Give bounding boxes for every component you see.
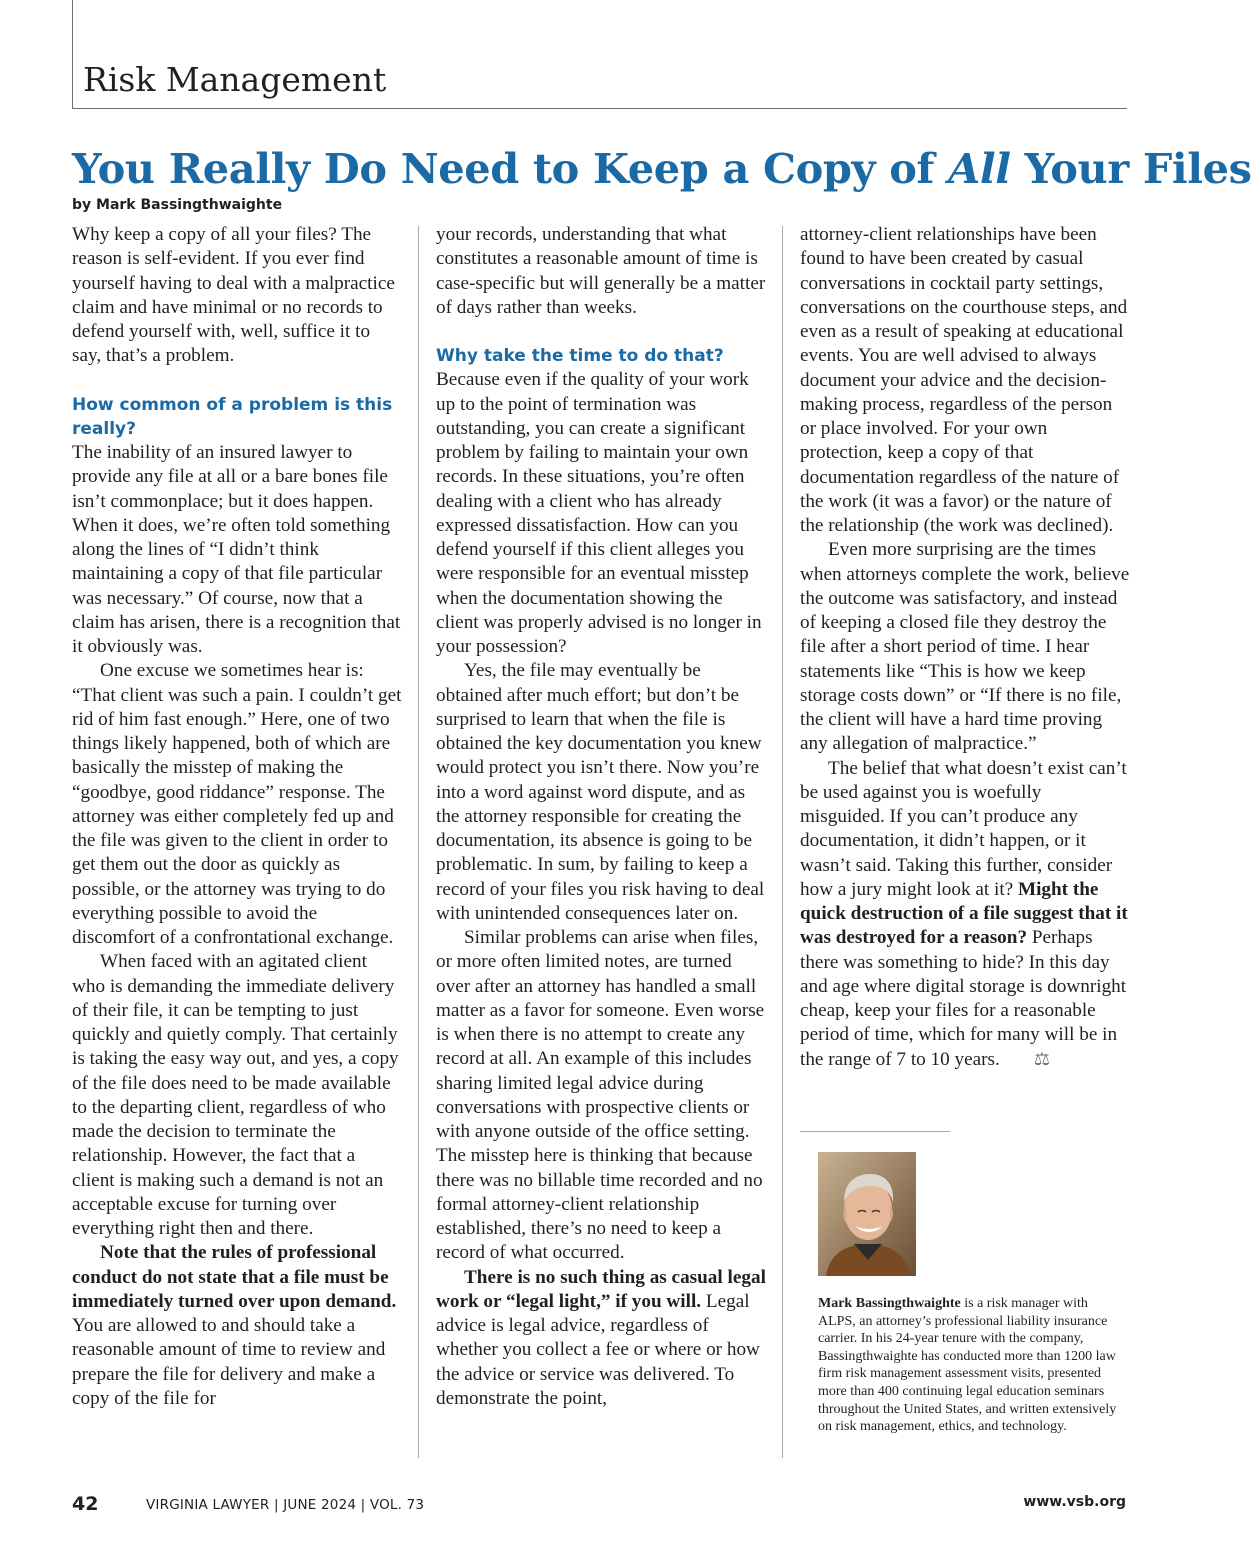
scales-of-justice-icon: ⚖ [1033, 1048, 1050, 1070]
paragraph: Because even if the quality of your work up to the point of termination was outstanding, you can create a significant problem by failing to maintain your own records. In these situations, you’re often dealing with a client who has already expressed dissatisfaction. How can you defend yourself if this client alleges you were responsible for an eventual misstep when the documentation showing the client was properly advised is no longer in your possession? [436, 369, 762, 657]
paragraph [436, 1266, 766, 1412]
article-title [72, 141, 1252, 197]
author-photo-icon [818, 1152, 916, 1276]
author-name: Mark Bassingthwaighte [818, 1296, 961, 1311]
paragraph: Yes, the file may eventually be obtained after much effort; but don’t be surprised to learn that when the file is obtained the key documentation you knew would protect you isn’t there. Now you’re into a word against word dispute, and as the attorney responsible for creating the documentation, its absence is going to be problematic. In sum, by failing to keep a record of your files you risk having to deal with unintended consequences later on. [436, 660, 765, 924]
column-divider [418, 226, 419, 1458]
bio-divider [800, 1131, 950, 1132]
paragraph-text: Perhaps there was something to hide? In this day and age where digital storage is downright cheap, keep your files for a reasonable period of time, which for many will be in the range of 7 to 10 years. [800, 927, 1127, 1070]
publication-info: VIRGINIA LAWYER | JUNE 2024 | VOL. 73 [146, 1497, 425, 1513]
bold-statement: There is no such thing as casual legal work or “legal light,” if you will. [436, 1266, 766, 1312]
subheading: How common of a problem is this really? [72, 394, 393, 439]
paragraph: your records, understanding that what constitutes a reasonable amount of time is case-specific but will generally be a matter of days rather than weeks. [436, 224, 766, 318]
page-number: 42 [72, 1493, 99, 1515]
article-column-1 [72, 223, 402, 1411]
subheading: Why take the time to do that? [436, 346, 724, 366]
author-bio-text: is a risk manager with ALPS, an attorney’s professional liability insurance carrier. In his 24-year tenure with the company, Bassingthwaighte has conducted more than 1200 law firm risk management assessment visits, presented more than 400 continuing legal education seminars throughout the United States, and written extensively on risk management, ethics, and technology. [818, 1296, 1117, 1435]
paragraph [800, 757, 1130, 1072]
paragraph: Even more surprising are the times when attorneys complete the work, believe the outcome was satisfactory, and instead of keeping a closed file they destroy the file after a short period of time. I hear statements like “This is how we keep storage costs down” or “If there is no file, the client will have a hard time proving any allegation of malpractice.” [800, 539, 1130, 755]
author-bio [818, 1295, 1120, 1436]
article-column-2 [436, 223, 766, 1411]
byline: by Mark Bassingthwaighte [72, 197, 283, 213]
bold-statement: Might the quick destruction of a file suggest that it was destroyed for a reason? [800, 878, 1128, 949]
title-prefix: You Really Do Need to Keep a Copy of [72, 144, 949, 193]
article-column-3 [800, 223, 1130, 1072]
paragraph-text: You are allowed to and should take a reasonable amount of time to review and prepare the file for delivery and make a copy of the file for [72, 1315, 386, 1409]
section-header [72, 0, 1127, 109]
paragraph [72, 1241, 402, 1411]
title-suffix: Your Files [1010, 144, 1252, 193]
paragraph: The inability of an insured lawyer to provide any file at all or a bare bones file isn’t commonplace; but it does happen. When it does, we’re often told something along the lines of “I didn’t think maintaining a copy of that file particular was necessary.” Of course, now that a claim has arisen, there is a recognition that it obviously was. [72, 442, 401, 657]
paragraph: Similar problems can arise when files, or more often limited notes, are turned over after an attorney has handled a small matter as a favor for someone. Even worse is when there is no attempt to create any record at all. An example of this includes sharing limited legal advice during conversations with prospective clients or with anyone outside of the office setting. The misstep here is thinking that because there was no billable time recorded and no formal attorney-client relationship established, there’s no need to keep a record of what occurred. [436, 927, 765, 1264]
website-url: www.vsb.org [1023, 1494, 1126, 1510]
title-emphasis: All [948, 144, 1011, 193]
paragraph: One excuse we sometimes hear is: “That client was such a pain. I couldn’t get rid of him fast enough.” Here, one of two things likely happened, both of which are basically the misstep of making the “goodbye, good riddance” response. The attorney was either completely fed up and the file was given to the client in order to get them out the door as quickly as possible, or the attorney was trying to do everything possible to avoid the discomfort of a confrontational exchange. [72, 660, 402, 948]
section-label: Risk Management [83, 60, 387, 99]
paragraph-text: Legal advice is legal advice, regardless of whether you collect a fee or where or how the advice or service was delivered. To demonstrate the point, [436, 1290, 760, 1409]
paragraph: Why keep a copy of all your files? The reason is self-evident. If you ever find yourself having to deal with a malpractice claim and have minimal or no records to defend yourself with, well, suffice it to say, that’s a problem. [72, 224, 395, 367]
paragraph: attorney-client relationships have been found to have been created by casual conversations in cocktail party settings, conversations on the courthouse steps, and even as a result of speaking at educational events. You are well advised to always document your advice and the decision-making process, regardless of the person or place involved. For your own protection, keep a copy of that documentation regardless of the nature of the work (it was a favor) or the nature of the relationship (the work was declined). [800, 224, 1128, 536]
paragraph-text: The belief that what doesn’t exist can’t be used against you is woefully misguided. If you can’t produce any documentation, it didn’t happen, or it wasn’t said. Taking this further, consider how a jury might look at it? [800, 757, 1127, 900]
paragraph: When faced with an agitated client who is demanding the immediate delivery of their file, it can be tempting to just quickly and quietly comply. That certainly is taking the easy way out, and yes, a copy of the file does need to be made available to the departing client, regardless of who made the decision to terminate the relationship. However, the fact that a client is making such a demand is not an acceptable excuse for turning over everything right then and there. [72, 951, 399, 1239]
bold-statement: Note that the rules of professional conduct do not state that a file must be immediately turned over upon demand. [72, 1242, 397, 1312]
column-divider [782, 226, 783, 1458]
